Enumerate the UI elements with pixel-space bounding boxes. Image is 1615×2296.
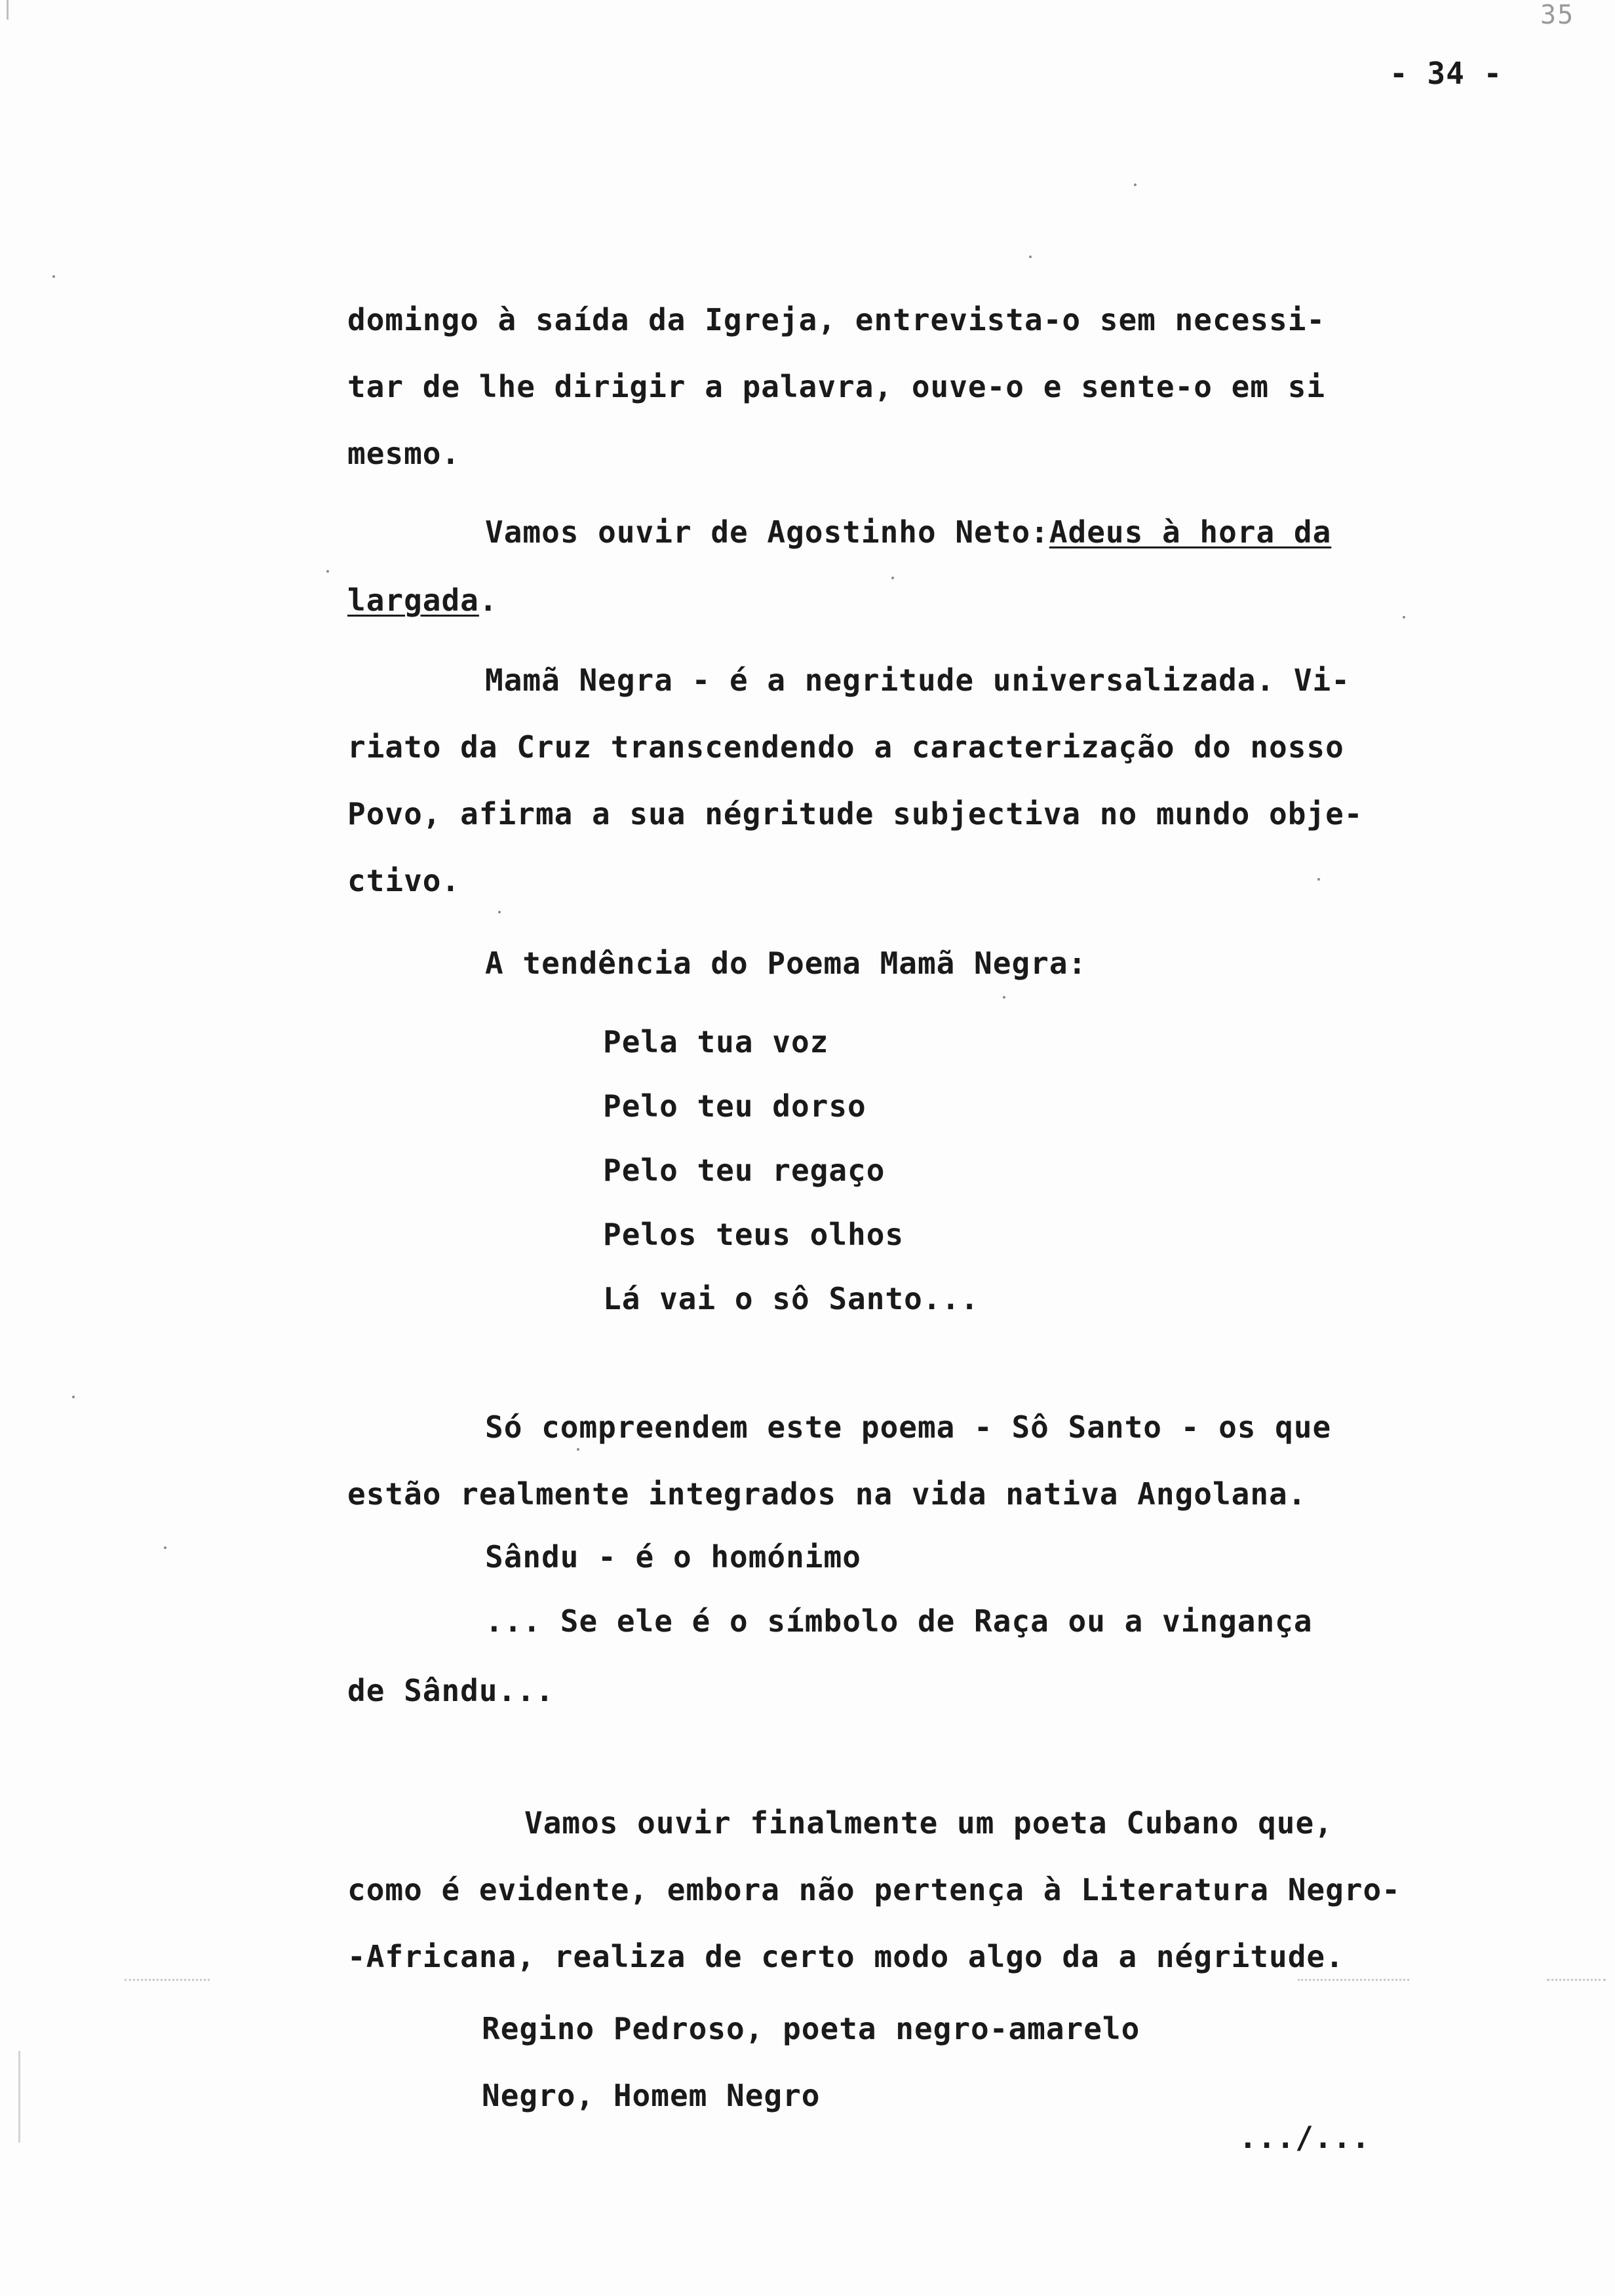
scan-speck [577,1448,579,1451]
poem-verse: Pelos teus olhos [603,1217,905,1252]
scan-speck [1403,616,1405,619]
sentence-end: . [478,583,498,618]
intro-text: Vamos ouvir de Agostinho Neto: [485,514,1049,550]
scan-speck [326,570,329,573]
scan-speck [1003,996,1005,999]
paragraph-line: Sându - é o homónimo [485,1539,861,1575]
paragraph-line: de Sându... [347,1673,555,1708]
scan-speck [1134,183,1137,186]
paragraph-line: ctivo. [347,863,461,898]
paragraph-line: como é evidente, embora não pertença à Literatura Negro- [347,1872,1401,1907]
paragraph-line: -Africana, realiza de certo modo algo da a négritude. [347,1939,1344,1974]
poem-verse: Pelo teu regaço [603,1153,885,1188]
paragraph-line: Negro, Homem Negro [482,2078,821,2113]
poem-title: Adeus à hora da [1049,514,1332,550]
continuation-marker: .../... [1239,2120,1371,2155]
paragraph-line [347,581,498,620]
paragraph-line: domingo à saída da Igreja, entrevista-o sem necessi- [347,302,1326,337]
scan-edge-mark [18,2051,20,2143]
page-number: - 34 - [1390,56,1503,91]
scan-speck [1029,256,1032,258]
scan-speck [1317,878,1320,881]
poem-verse: Lá vai o sô Santo... [603,1281,979,1316]
paragraph-line: Só compreendem este poema - Sô Santo - os que [485,1409,1332,1445]
paragraph-line: riato da Cruz transcendendo a caracterização do nosso [347,729,1344,765]
scan-dots [125,1979,210,1982]
scan-speck [164,1546,166,1549]
poem-intro: A tendência do Poema Mamã Negra: [485,946,1087,981]
paragraph-line: Povo, afirma a sua négritude subjectiva no mundo obje- [347,796,1363,832]
paragraph-line [485,512,1331,552]
paragraph-line: tar de lhe dirigir a palavra, ouve-o e sente-o em si [347,369,1326,404]
poem-title-continued: largada [347,583,479,618]
archive-page-mark: 35 [1540,0,1575,30]
scan-speck [891,577,894,579]
poem-verse: Pela tua voz [603,1024,829,1060]
paragraph-line: Regino Pedroso, poeta negro-amarelo [482,2011,1140,2046]
poem-verse: Pelo teu dorso [603,1088,866,1124]
scan-speck [72,1396,75,1398]
scan-speck [498,911,501,913]
paragraph-line: estão realmente integrados na vida nativa Angolana. [347,1476,1307,1512]
scan-speck [52,275,55,278]
paragraph-line: ... Se ele é o símbolo de Raça ou a vingança [485,1603,1313,1639]
paragraph-line: Vamos ouvir finalmente um poeta Cubano que, [524,1805,1333,1841]
paragraph-line: Mamã Negra - é a negritude universalizada. Vi- [485,662,1350,698]
scan-dots [1298,1979,1409,1982]
scan-edge-mark [7,0,9,20]
scan-dots [1547,1979,1606,1982]
paragraph-line: mesmo. [347,436,461,471]
